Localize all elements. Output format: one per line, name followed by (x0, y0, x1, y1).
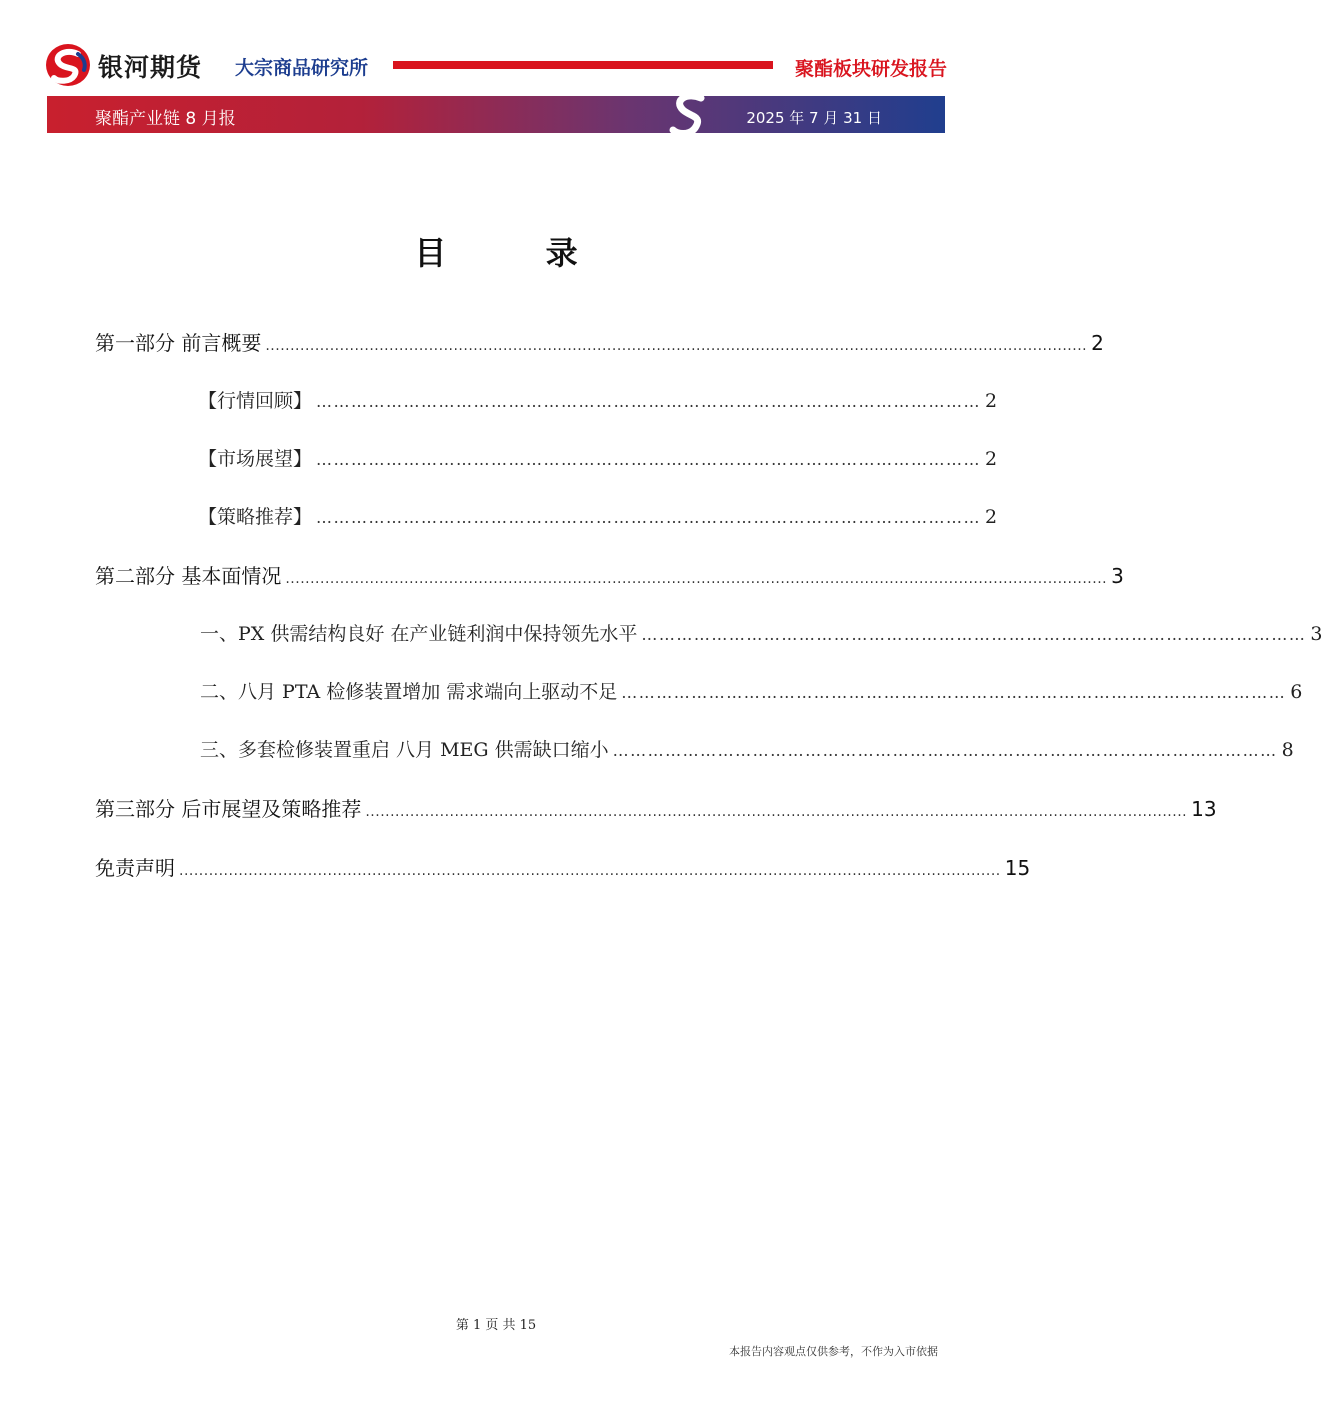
report-header (0, 0, 992, 95)
toc-entry-page: 6 (1290, 681, 1303, 703)
report-series: 聚酯产业链 8 月报 (95, 109, 236, 129)
footer-disclaimer: 本报告内容观点仅供参考，不作为入市依据 (729, 1345, 938, 1358)
toc-entry-page: 2 (985, 448, 998, 470)
toc-entry-meg[interactable] (200, 735, 1294, 762)
toc-entry-part2[interactable] (95, 560, 1124, 589)
toc-entry-px[interactable] (200, 619, 1323, 646)
toc-leader: …………………………………………………………………………………………………… (612, 741, 1278, 760)
toc-entry-label: 【策略推荐】 (198, 506, 313, 528)
toc-leader: …………………………………………………………………………………………………… (641, 625, 1307, 644)
toc-leader: …………………………………………………………………………………………………… (316, 508, 982, 527)
toc-entry-pta[interactable] (200, 677, 1303, 704)
toc-title: 目 录 (414, 234, 622, 272)
toc-leader: …………………………………………………………………………………………………… (316, 392, 982, 411)
brand-name: 银河期货 (98, 53, 203, 82)
toc-entry-label: 【市场展望】 (198, 448, 313, 470)
toc-entry-market-outlook[interactable] (198, 444, 998, 471)
toc-entry-label: 二、八月 PTA 检修装置增加 需求端向上驱动不足 (200, 681, 618, 703)
header-banner (47, 96, 945, 133)
toc-leader: ...................................................................................................................................................................... (365, 804, 1188, 820)
toc-entry-label: 第三部分 后市展望及策略推荐 (95, 797, 362, 821)
toc-entry-strategy[interactable] (198, 502, 998, 529)
report-type: 聚酯板块研发报告 (794, 58, 947, 80)
report-date: 2025 年 7 月 31 日 (746, 109, 882, 127)
toc-entry-part1[interactable] (95, 327, 1104, 356)
toc-entry-page: 15 (1004, 856, 1031, 880)
galaxy-s-logo-icon (44, 42, 92, 88)
toc-entry-market-review[interactable] (198, 386, 998, 413)
toc-entry-page: 3 (1111, 564, 1124, 588)
toc-leader: …………………………………………………………………………………………………… (621, 683, 1287, 702)
toc-entry-label: 一、PX 供需结构良好 在产业链利润中保持领先水平 (200, 623, 638, 645)
toc-entry-label: 三、多套检修装置重启 八月 MEG 供需缺口缩小 (200, 739, 609, 761)
toc-entry-disclaimer[interactable] (95, 852, 1031, 881)
toc-entry-page: 8 (1281, 739, 1294, 761)
toc-entry-page: 3 (1310, 623, 1323, 645)
header-divider (393, 61, 773, 69)
toc-entry-label: 免责声明 (95, 856, 175, 880)
toc-entry-label: 【行情回顾】 (198, 390, 313, 412)
toc-leader: ...................................................................................................................................................................... (285, 571, 1108, 587)
toc-entry-label: 第一部分 前言概要 (95, 331, 262, 355)
toc-entry-page: 2 (985, 390, 998, 412)
page-number: 第 1 页 共 15 (455, 1318, 537, 1333)
swoosh-icon (667, 90, 711, 138)
toc-entry-label: 第二部分 基本面情况 (95, 564, 282, 588)
toc-entry-page: 2 (985, 506, 998, 528)
toc-entry-part3[interactable] (95, 793, 1217, 822)
toc-leader: ...................................................................................................................................................................... (265, 338, 1088, 354)
toc-entry-page: 13 (1191, 797, 1217, 821)
toc-leader: ...................................................................................................................................................................... (179, 863, 1001, 879)
toc-entry-page: 2 (1091, 331, 1104, 355)
institute-name: 大宗商品研究所 (235, 57, 369, 79)
toc-leader: …………………………………………………………………………………………………… (316, 450, 982, 469)
